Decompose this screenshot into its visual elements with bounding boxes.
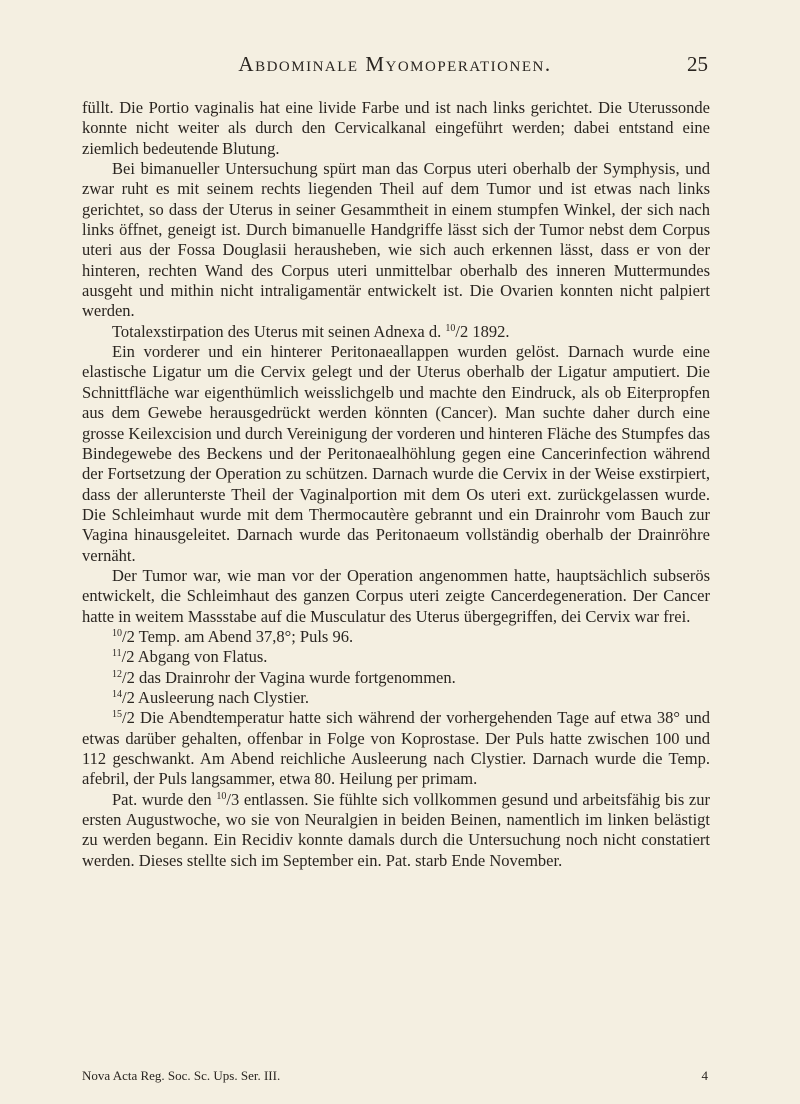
discharge-pre: Pat. wurde den bbox=[112, 789, 217, 809]
entry-day: 15 bbox=[112, 709, 122, 721]
entry-text: /2 Abgang von Flatus. bbox=[121, 647, 268, 667]
discharge-paragraph bbox=[82, 790, 710, 871]
page-number: 25 bbox=[687, 52, 708, 76]
date-day: 10 bbox=[445, 322, 456, 334]
entry-day: 14 bbox=[112, 688, 122, 700]
paragraph: Bei bimanueller Untersuchung spürt man das Corpus uteri oberhalb der Symphysis, und zwar ruht es mit seinem rechts liegenden Theil auf dem Tumor und ist etwas nach links gerichtet, so dass der Uterus in seiner Gesammtheit in einem stumpfen Winkel, der sich nach links öffnet, geneigt ist. Durch bimanuelle Handgriffe lässt sich der Tumor nebst dem Corpus uteri aus der Fossa Douglasii herausheben, wie sich auch erkennen lässt, dass er von der hinteren, rechten Wand des Corpus uteri unmittelbar oberhalb des inneren Muttermundes ausgeht und mithin nicht intraligamentär entwickelt ist. Die Ovarien konnten nicht palpiert werden. bbox=[82, 159, 710, 321]
body-text bbox=[82, 98, 710, 871]
discharge-day: 10 bbox=[216, 790, 227, 802]
operation-text: Totalexstirpation des Uterus mit seinen Adnexa d. bbox=[112, 321, 446, 341]
dated-entry bbox=[82, 668, 710, 688]
paragraph: Der Tumor war, wie man vor der Operation angenommen hatte, hauptsächlich subserös entwickelt, die Schleimhaut des ganzen Corpus uteri zeigte Cancerdegeneration. Der Cancer hatte in weitem Massstabe auf die Musculatur des Uterus übergegriffen, dei Cervix war frei. bbox=[82, 565, 710, 626]
entry-text: /2 Die Abendtemperatur hatte sich während der vorhergehenden Tage auf etwa 38° und etwas darüber gehalten, offenbar in Folge von Koprostase. Der Puls hatte zwischen 100 und 112 geschwankt. Am Abend reichliche Ausleerung nach Clystier. Darnach wurde die Temp. afebril, der Puls langsammer, etwa 80. Heilung per primam. bbox=[82, 708, 710, 789]
paragraph: Ein vorderer und ein hinterer Peritonaeallappen wurden gelöst. Darnach wurde eine elastische Ligatur um die Cervix gelegt und der Uterus oberhalb der Ligatur amputiert. Die Schnittfläche war eigenthümlich weisslichgelb und machte den Eindruck, als ob Eiterpropfen aus dem Gewebe herausgedrückt werden könnten (Cancer). Man suchte daher durch eine grosse Keilexcision und durch Vereinigung der vorderen und hinteren Fläche des Stumpfes das Bindegewebe des Beckens und der Peritonaealhöhlung gegen eine Cancerinfection während der Fortsetzung der Operation zu schützen. Darnach wurde die Cervix in der Weise exstirpiert, dass der allerunterste Theil der Vaginalportion mit dem Os uteri ext. zurückgelassen wurde. Die Schleimhaut wurde mit dem Thermocautère gebrannt und ein Drainrohr vom Bauch zur Vagina hinausgeleitet. Darnach wurde das Peritonaeum vollständig oberhalb der Drainröhre vernäht. bbox=[82, 342, 710, 565]
running-title: Abdominale Myomoperationen. bbox=[238, 52, 552, 76]
dated-entry bbox=[82, 627, 710, 647]
date-rest: /2 1892. bbox=[455, 321, 510, 341]
paragraph: füllt. Die Portio vaginalis hat eine livide Farbe und ist nach links gerichtet. Die Uterussonde konnte nicht weiter als durch den Cervicalkanal eingeführt werden; dabei entstand eine ziemlich bedeutende Blutung. bbox=[82, 98, 710, 158]
entry-text: /2 das Drainrohr der Vagina wurde fortgenommen. bbox=[122, 667, 456, 687]
entry-day: 10 bbox=[112, 627, 122, 639]
footer bbox=[82, 1068, 708, 1084]
operation-line bbox=[82, 322, 710, 342]
journal-line: Nova Acta Reg. Soc. Sc. Ups. Ser. III. bbox=[82, 1068, 281, 1083]
dated-entry bbox=[82, 708, 710, 789]
entry-text: /2 Ausleerung nach Clystier. bbox=[122, 687, 309, 707]
entry-day: 12 bbox=[112, 668, 122, 680]
dated-entry bbox=[82, 688, 710, 708]
discharge-text: /3 entlassen. Sie fühlte sich vollkommen gesund und arbeitsfähig bis zur ersten Augustwoche, wo sie von Neuralgien in beiden Beinen, namentlich im linken belästigt zu werden begann. Ein Recidiv konnte damals durch die Untersuchung noch nicht constatiert werden. Dieses stellte sich im September ein. Pat. starb Ende November. bbox=[82, 789, 710, 870]
entry-text: /2 Temp. am Abend 37,8°; Puls 96. bbox=[122, 626, 354, 646]
dated-entry bbox=[82, 647, 710, 667]
running-header bbox=[82, 52, 708, 82]
signature-mark: 4 bbox=[701, 1068, 708, 1083]
entry-day: 11 bbox=[112, 648, 122, 660]
